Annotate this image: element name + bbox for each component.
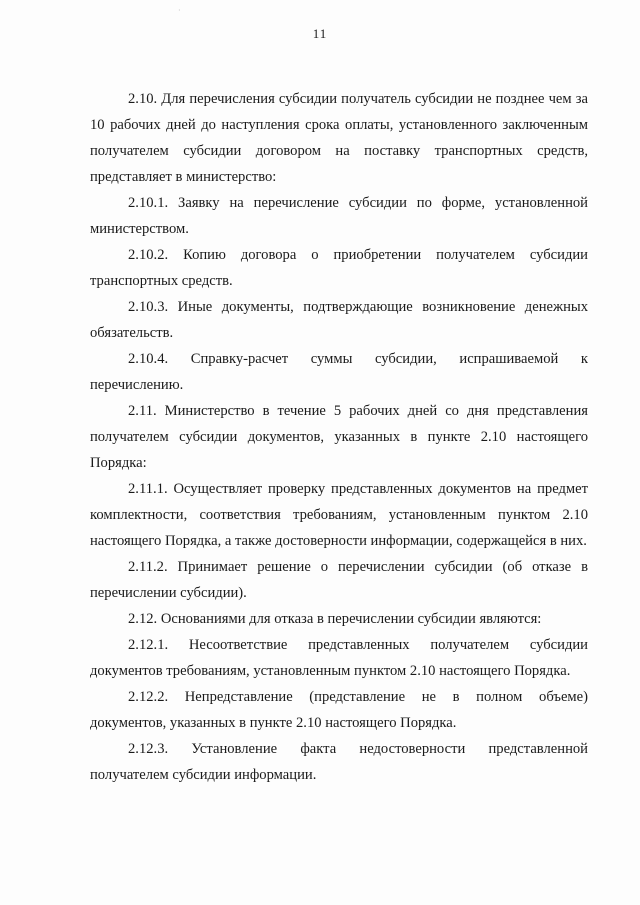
paragraph-2-10-2: 2.10.2. Копию договора о приобретении получателем субсидии транспортных средств. (90, 247, 588, 289)
document-body (90, 86, 588, 788)
paragraph-2-12: 2.12. Основаниями для отказа в перечислении субсидии являются: (128, 611, 542, 627)
scan-artifact: · (178, 6, 181, 15)
paragraph-2-11-2: 2.11.2. Принимает решение о перечислении субсидии (об отказе в перечислении субсидии). (90, 559, 588, 601)
paragraph-2-10-3: 2.10.3. Иные документы, подтверждающие возникновение денежных обязательств. (90, 299, 588, 341)
paragraph-2-11: 2.11. Министерство в течение 5 рабочих дней со дня представления получателем субсидии документов, указанных в пункте 2.10 настоящего Порядка: (90, 403, 588, 471)
paragraph-2-10: 2.10. Для перечисления субсидии получатель субсидии не позднее чем за 10 рабочих дней до наступления срока оплаты, установленного заключенным получателем субсидии договором на поставку транспортных средств, представляет в министерство: (90, 91, 588, 185)
paragraph-2-11-1: 2.11.1. Осуществляет проверку представленных документов на предмет комплектности, соответствия требованиям, установленным пунктом 2.10 настоящего Порядка, а также достоверности информации, содержащейся в них. (90, 481, 588, 549)
paragraph-2-12-2: 2.12.2. Непредставление (представление не в полном объеме) документов, указанных в пункте 2.10 настоящего Порядка. (90, 689, 588, 731)
paragraph-2-10-1: 2.10.1. Заявку на перечисление субсидии по форме, установленной министерством. (90, 195, 588, 237)
paragraph-2-12-3: 2.12.3. Установление факта недостоверности представленной получателем субсидии информации. (90, 741, 588, 783)
page-number: 11 (312, 26, 328, 41)
paragraph-2-12-1: 2.12.1. Несоответствие представленных получателем субсидии документов требованиям, установленным пунктом 2.10 настоящего Порядка. (90, 637, 588, 679)
paragraph-2-10-4: 2.10.4. Справку-расчет суммы субсидии, испрашиваемой к перечислению. (90, 351, 588, 393)
